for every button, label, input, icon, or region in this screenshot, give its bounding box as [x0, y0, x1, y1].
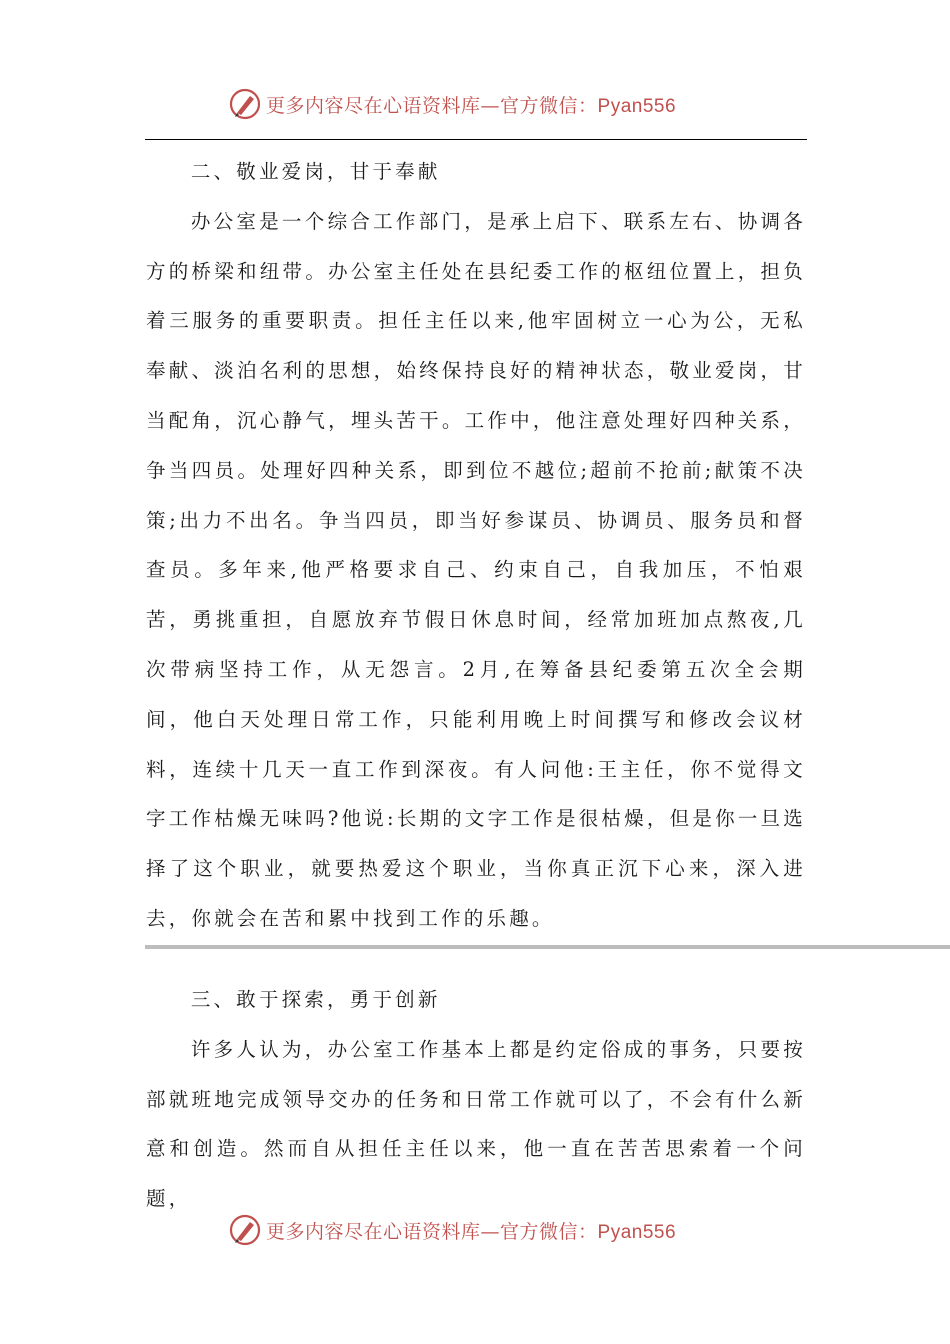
footer-banner — [228, 1210, 676, 1250]
section-2 — [146, 147, 806, 944]
page-divider — [145, 945, 950, 949]
header-rule — [145, 139, 807, 140]
section-paragraph: 许多人认为，办公室工作基本上都是约定俗成的事务，只要按部就班地完成领导交办的任务和日常工作就可以了，不会有什么新意和创造。然而自从担任主任以来，他一直在苦苦思索着一个问题， — [146, 1037, 806, 1211]
banner-text: 更多内容尽在心语资料库—官方微信：Pyan556 — [266, 94, 677, 117]
header-banner — [228, 84, 676, 124]
pen-logo-icon — [228, 1213, 262, 1247]
section-heading: 三、敢于探索，勇于创新 — [190, 988, 441, 1011]
pen-logo-icon — [228, 87, 262, 121]
section-heading: 二、敬业爱岗，甘于奉献 — [190, 160, 441, 183]
section-paragraph: 办公室是一个综合工作部门，是承上启下、联系左右、协调各方的桥梁和纽带。办公室主任处在县纪委工作的枢纽位置上，担负着三服务的重要职责。担任主任以来,他牢固树立一心为公，无私奉献、淡泊名利的思想，始终保持良好的精神状态，敬业爱岗，甘当配角，沉心静气，埋头苦干。工作中，他注意处理好四种关系，争当四员。处理好四种关系，即到位不越位;超前不抢前;献策不决策;出力不出名。争当四员，即当好参谋员、协调员、服务员和督查员。多年来,他严格要求自己、约束自己，自我加压，不怕艰苦，勇挑重担，自愿放弃节假日休息时间，经常加班加点熬夜,几次带病坚持工作，从无怨言。2月,在筹备县纪委第五次全会期间，他白天处理日常工作，只能利用晚上时间撰写和修改会议材料，连续十几天一直工作到深夜。有人问他:王主任，你不觉得文字工作枯燥无味吗?他说:长期的文字工作是很枯燥，但是你一旦选择了这个职业，就要热爱这个职业，当你真正沉下心来，深入进去，你就会在苦和累中找到工作的乐趣。 — [146, 209, 806, 930]
section-3 — [146, 975, 806, 1224]
banner-text: 更多内容尽在心语资料库—官方微信：Pyan556 — [266, 1220, 677, 1243]
